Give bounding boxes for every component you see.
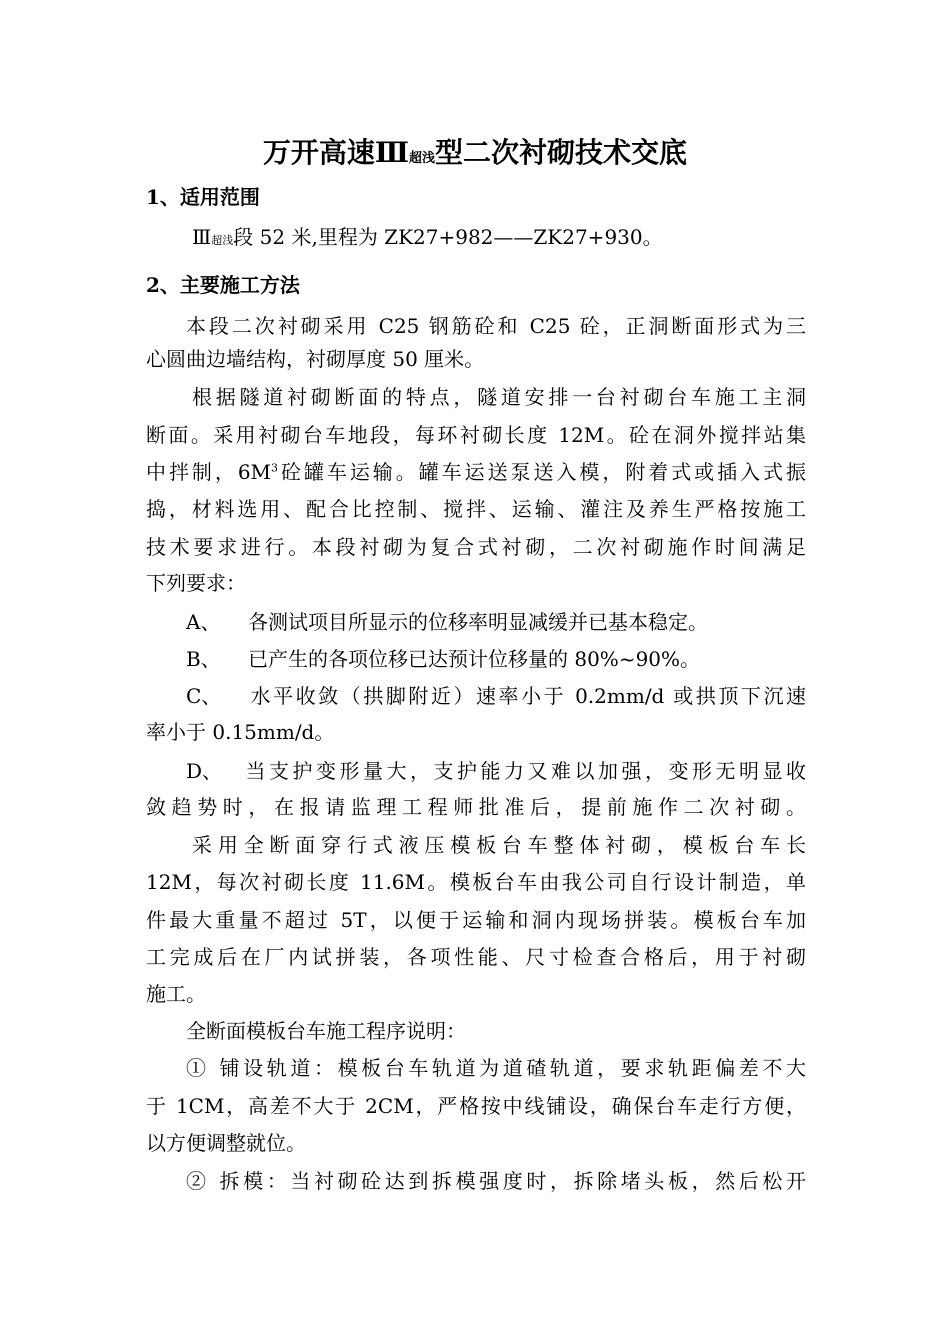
m3-superscript: 3 <box>271 461 279 475</box>
list-item-label: B、 <box>186 647 221 671</box>
paragraph-line: 以方便调整就位。 <box>146 1131 306 1155</box>
paragraph-line: 捣，材料选用、配合比控制、搅拌、运输、灌注及养生严格按施工 <box>146 497 806 521</box>
list-item-text: 水平收敛（拱脚附近）速率小于 0.2mm/d 或拱顶下沉速 <box>248 684 806 708</box>
paragraph-line: 于 1CM，高差不大于 2CM，严格按中线铺设，确保台车走行方便， <box>146 1094 806 1118</box>
title-suffix: 型二次衬砌技术交底 <box>435 136 688 169</box>
paragraph-line <box>146 456 806 488</box>
title-prefix: 万开高速Ⅲ <box>262 136 410 169</box>
paragraph-line: 心圆曲边墙结构，衬砌厚度 50 厘米。 <box>146 347 485 371</box>
list-item-label: A、 <box>186 610 221 634</box>
paragraph-line: 采用全断面穿行式液压模板台车整体衬砌，模板台车长 <box>192 833 806 857</box>
list-item-label: D、 <box>186 759 223 783</box>
list-item-continued: 敛趋势时，在报请监理工程师批准后，提前施作二次衬砌。 <box>146 795 806 819</box>
paragraph-line: 根据隧道衬砌断面的特点，隧道安排一台衬砌台车施工主洞 <box>192 385 806 409</box>
paragraph-line: 施工。 <box>146 982 206 1006</box>
scope-prefix: Ⅲ <box>192 225 212 249</box>
paragraph-line: 技术要求进行。本段衬砌为复合式衬砌，二次衬砌施作时间满足 <box>146 535 806 559</box>
list-item-label: C、 <box>186 684 222 708</box>
paragraph-line: 下列要求： <box>146 571 246 595</box>
list-item-text: 各测试项目所显示的位移率明显减缓并已基本稳定。 <box>248 610 708 634</box>
list-item-text: 当支护变形量大，支护能力又难以加强，变形无明显收 <box>242 759 806 783</box>
paragraph-line: 断面。采用衬砌台车地段，每环衬砌长度 12M。砼在洞外搅拌站集 <box>146 423 806 447</box>
title-subscript: 超浅 <box>409 151 436 166</box>
scope-suffix: 段 52 米,里程为 ZK27+982——ZK27+930。 <box>233 225 663 249</box>
list-item-continued: 率小于 0.15mm/d。 <box>146 720 335 744</box>
paragraph-line: 工完成后在厂内试拼装，各项性能、尺寸检查合格后，用于衬砌 <box>146 945 806 969</box>
paragraph-line: ① 铺设轨道：模板台车轨道为道碴轨道，要求轨距偏差不大 <box>186 1056 806 1080</box>
paragraph-line: 件最大重量不超过 5T，以便于运输和洞内现场拼装。模板台车加 <box>146 908 806 932</box>
scope-line <box>192 221 806 257</box>
paragraph-line: 12M，每次衬砌长度 11.6M。模板台车由我公司自行设计制造，单 <box>146 870 806 894</box>
section-heading-method: 2、主要施工方法 <box>146 273 300 297</box>
section-heading-scope: 1、适用范围 <box>146 185 260 209</box>
paragraph-line: ② 拆模：当衬砌砼达到拆模强度时，拆除堵头板，然后松开 <box>186 1169 806 1193</box>
m3-prefix: 中拌制，6M <box>146 460 272 484</box>
scope-subscript: 超浅 <box>211 234 234 247</box>
paragraph-line: 本段二次衬砌采用 C25 钢筋砼和 C25 砼，正洞断面形式为三 <box>186 314 806 338</box>
list-item <box>186 680 806 712</box>
paragraph-line: 全断面模板台车施工程序说明： <box>186 1019 466 1043</box>
list-item <box>186 606 806 638</box>
list-item-text: 已产生的各项位移已达预计位移量的 80%~90%。 <box>248 647 701 671</box>
list-item <box>186 643 806 675</box>
document-title <box>0 133 950 179</box>
list-item <box>186 755 806 787</box>
m3-suffix: 砼罐车运输。罐车运送泵送入模，附着式或插入式振 <box>278 460 807 484</box>
